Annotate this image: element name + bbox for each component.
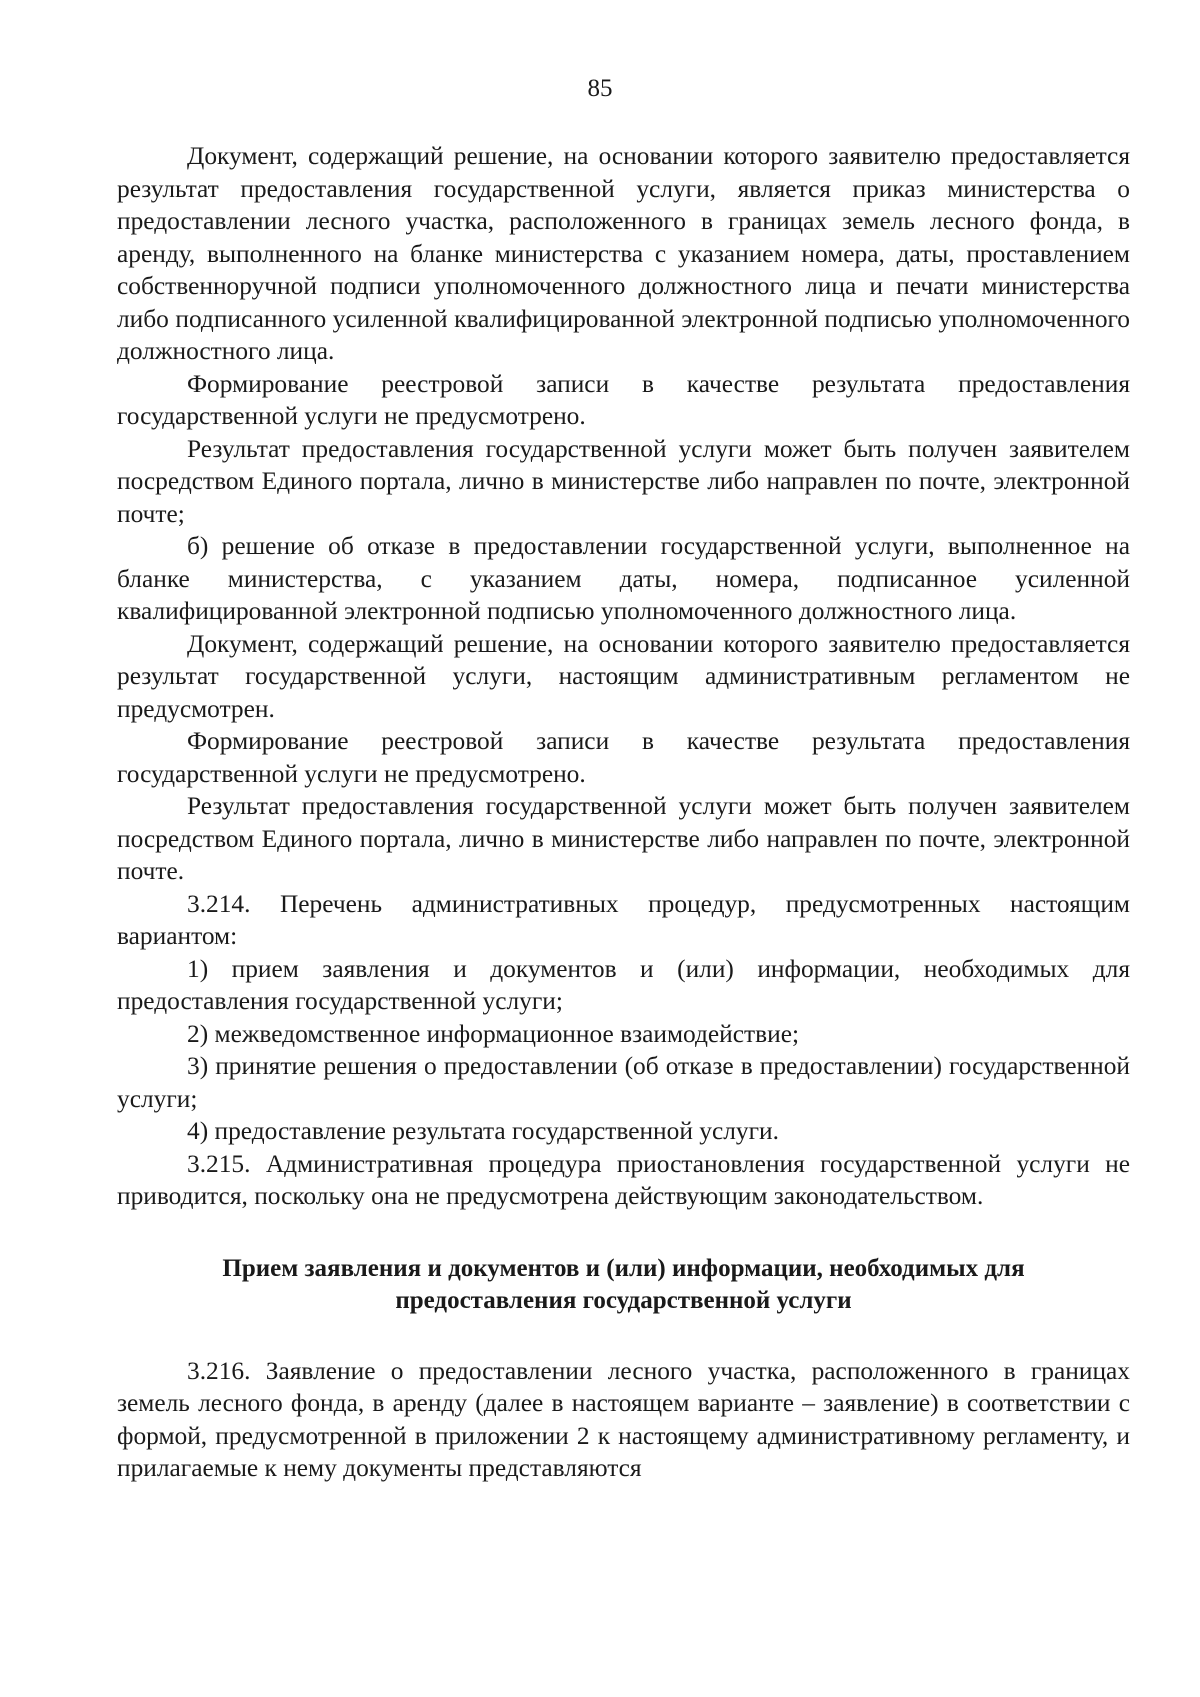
paragraph-decision-document: Документ, содержащий решение, на основании которого заявителю предоставляется результат предоставления государственной услуги, является приказ министерства о предоставлении лесного участка, расположенного в границах земель лесного фонда, в аренду, выполненного на бланке министерства с указанием номера, даты, проставлением собственноручной подписи уполномоченного должностного лица и печати министерства либо подписанного усиленной квалифицированной электронной подписью уполномоченного должностного лица. (117, 142, 1130, 365)
section-heading (117, 1253, 1130, 1317)
paragraph-refusal-decision: б) решение об отказе в предоставлении государственной услуги, выполненное на бланке министерства, с указанием даты, номера, подписанное усиленной квалифицированной электронной подписью уполномоченного должностного лица. (117, 532, 1130, 625)
paragraph-3-216: 3.216. Заявление о предоставлении лесного участка, расположенного в границах земель лесного фонда, в аренду (далее в настоящем варианте – заявление) в соответствии с формой, предусмотренной в приложении 2 к настоящему административному регламенту, и прилагаемые к нему документы представляются (117, 1356, 1130, 1482)
section-heading-line-1: Прием заявления и документов и (или) информации, необходимых для (222, 1254, 1025, 1282)
list-item-4: 4) предоставление результата государственной услуги. (187, 1117, 779, 1145)
document-body (117, 140, 1130, 1485)
paragraph-3-215: 3.215. Административная процедура приостановления государственной услуги не приводится, поскольку она не предусмотрена действующим законодательством. (117, 1149, 1130, 1210)
paragraph-result-delivery-2: Результат предоставления государственной услуги может быть получен заявителем посредством Единого портала, лично в министерстве либо направлен по почте, электронной почте. (117, 792, 1130, 885)
list-item-2: 2) межведомственное информационное взаимодействие; (187, 1019, 800, 1048)
list-item-3: 3) принятие решения о предоставлении (об отказе в предоставлении) государственной услуги; (117, 1052, 1130, 1113)
paragraph-result-delivery: Результат предоставления государственной услуги может быть получен заявителем посредством Единого портала, лично в министерстве либо направлен по почте, электронной почте; (117, 434, 1130, 528)
paragraph-3-214: 3.214. Перечень административных процедур, предусмотренных настоящим вариантом: (117, 889, 1130, 950)
section-heading-line-2: предоставления государственной услуги (395, 1286, 852, 1314)
paragraph-refusal-document: Документ, содержащий решение, на основании которого заявителю предоставляется результат государственной услуги, настоящим административным регламентом не предусмотрен. (117, 629, 1130, 723)
paragraph-registry-record-2: Формирование реестровой записи в качестве результата предоставления государственной услуги не предусмотрено. (117, 727, 1130, 788)
paragraph-registry-record: Формирование реестровой записи в качестве результата предоставления государственной услуги не предусмотрено. (117, 369, 1130, 430)
list-item-1: 1) прием заявления и документов и (или) информации, необходимых для предоставления государственной услуги; (117, 954, 1130, 1015)
page-number: 85 (587, 75, 613, 102)
